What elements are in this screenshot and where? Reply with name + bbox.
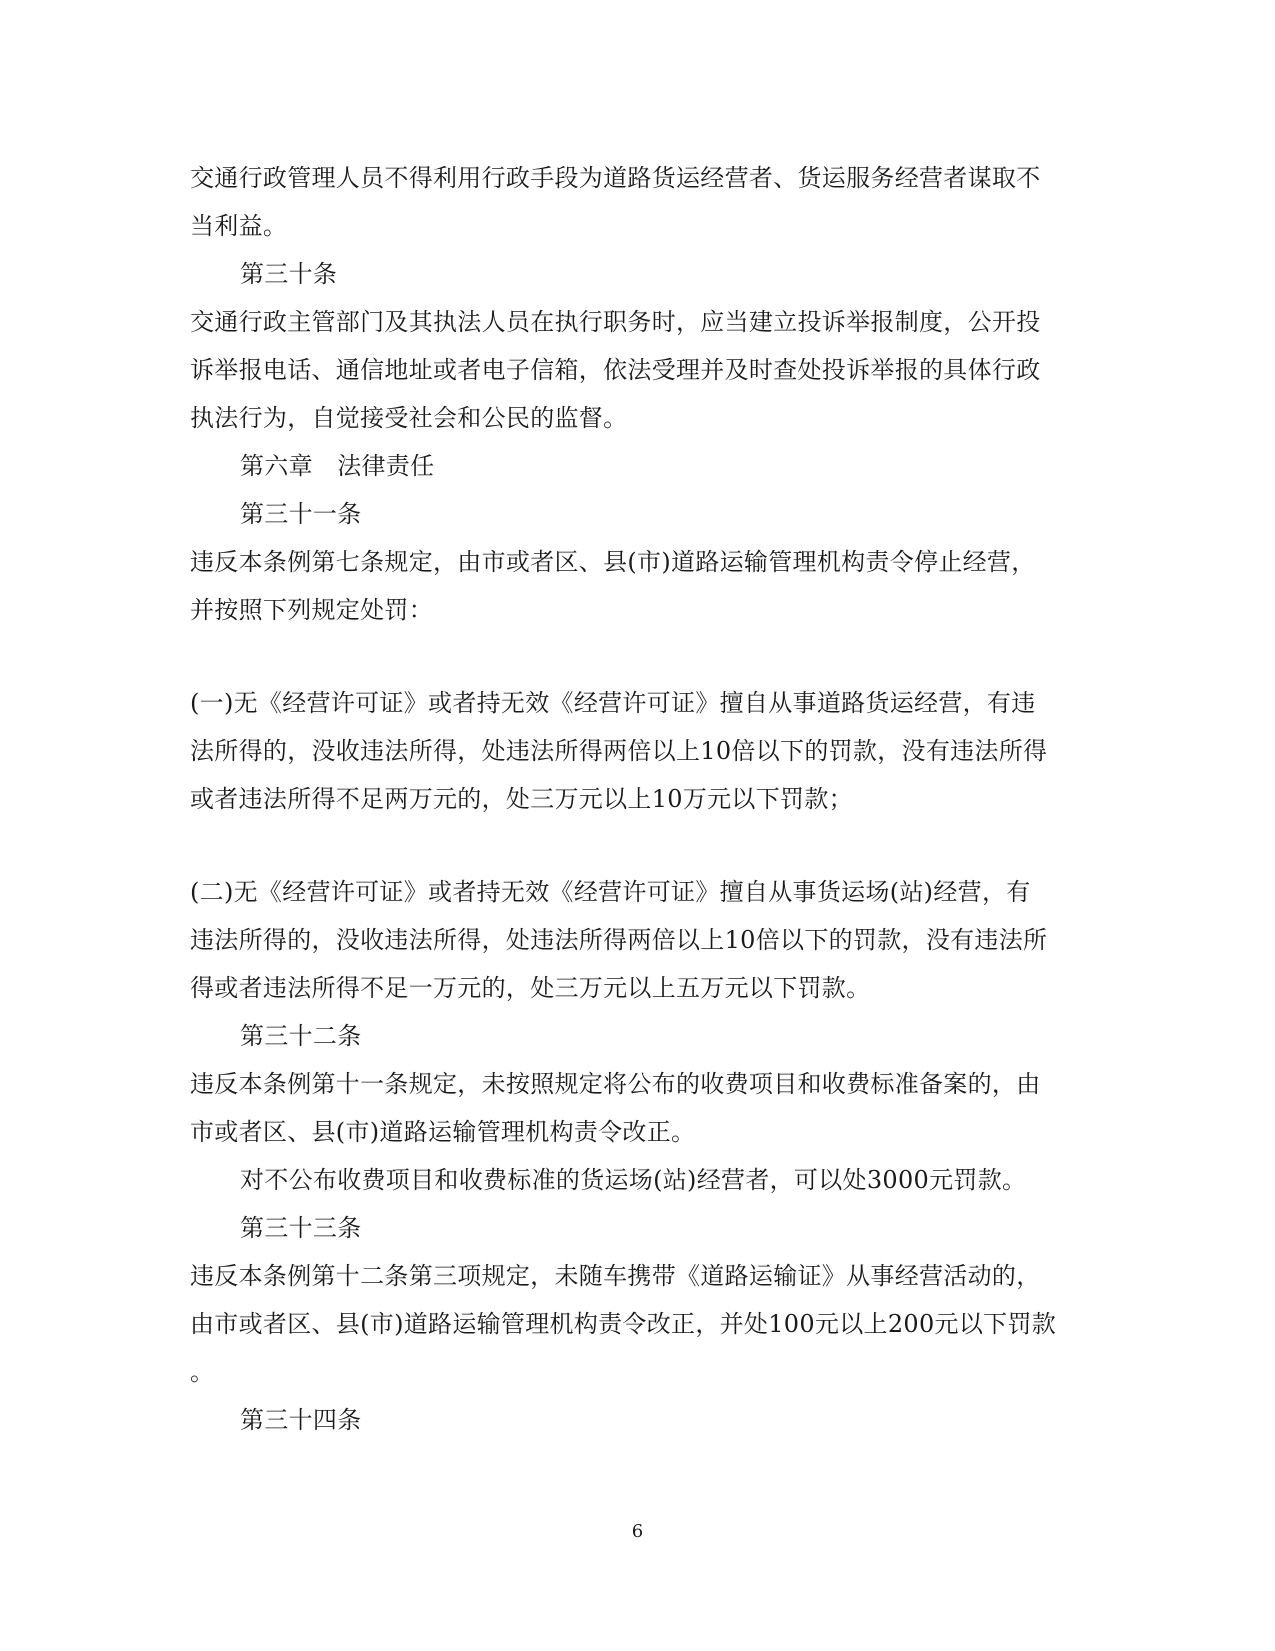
article-heading: 第三十三条 [240, 1214, 362, 1242]
text-line: 违反本条例第七条规定，由市或者区、县(市)道路运输管理机构责令停止经营， [190, 548, 1036, 576]
text-line: (二)无《经营许可证》或者持无效《经营许可证》擅自从事货运场(站)经营，有 [190, 878, 1031, 906]
text-line: 法所得的，没收违法所得，处违法所得两倍以上10倍以下的罚款，没有违法所得 [190, 737, 1048, 765]
document-body [190, 154, 1060, 1444]
page-number: 6 [631, 1521, 644, 1542]
article-heading: 第三十一条 [240, 500, 362, 528]
text-line: 诉举报电话、通信地址或者电子信箱，依法受理并及时查处投诉举报的具体行政 [190, 356, 1041, 384]
text-line: 得或者违法所得不足一万元的，处三万元以上五万元以下罚款。 [190, 974, 871, 1002]
text-line: 市或者区、县(市)道路运输管理机构责令改正。 [190, 1118, 696, 1146]
text-line: 由市或者区、县(市)道路运输管理机构责令改正，并处100元以上200元以下罚款 [190, 1310, 1057, 1338]
text-line: 对不公布收费项目和收费标准的货运场(站)经营者，可以处3000元罚款。 [240, 1166, 1027, 1194]
text-line: (一)无《经营许可证》或者持无效《经营许可证》擅自从事道路货运经营，有违 [190, 689, 1036, 717]
paragraph-gap [190, 634, 1060, 679]
text-line: 违法所得的，没收违法所得，处违法所得两倍以上10倍以下的罚款，没有违法所 [190, 926, 1048, 954]
text-line: 当利益。 [190, 212, 288, 240]
article-heading: 第三十条 [240, 260, 338, 288]
text-line: 。 [190, 1358, 215, 1386]
article-heading: 第三十二条 [240, 1022, 362, 1050]
text-line: 违反本条例第十二条第三项规定，未随车携带《道路运输证》从事经营活动的， [190, 1262, 1041, 1290]
text-line: 交通行政管理人员不得利用行政手段为道路货运经营者、货运服务经营者谋取不 [190, 164, 1041, 192]
text-line: 并按照下列规定处罚： [190, 596, 433, 624]
chapter-heading: 第六章 法律责任 [240, 452, 435, 480]
text-line: 交通行政主管部门及其执法人员在执行职务时，应当建立投诉举报制度，公开投 [190, 308, 1041, 336]
article-heading: 第三十四条 [240, 1406, 362, 1434]
text-line: 或者违法所得不足两万元的，处三万元以上10万元以下罚款； [190, 785, 853, 813]
text-line: 执法行为，自觉接受社会和公民的监督。 [190, 404, 628, 432]
text-line: 违反本条例第十一条规定，未按照规定将公布的收费项目和收费标准备案的，由 [190, 1070, 1041, 1098]
paragraph-gap [190, 823, 1060, 868]
